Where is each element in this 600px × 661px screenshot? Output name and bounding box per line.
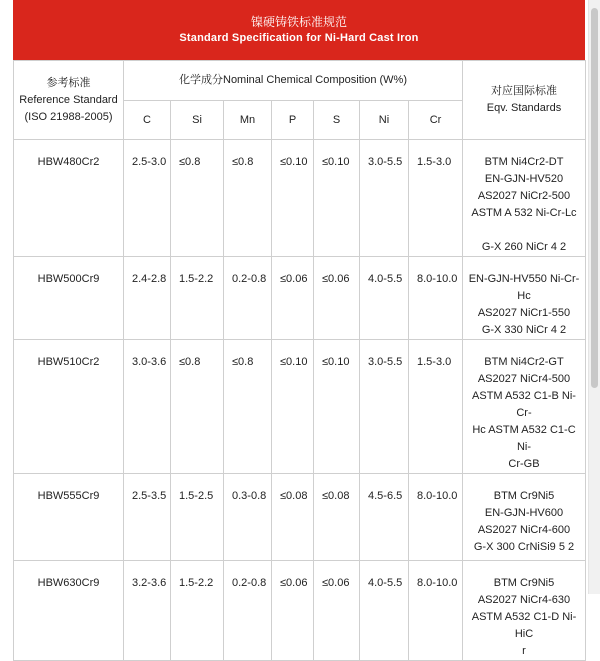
standard-line: G-X 260 NiCr 4 2 — [481, 241, 567, 253]
spec-table — [13, 60, 586, 661]
value-p: ≤0.10 — [272, 340, 314, 474]
standard-line: G-X 330 NiCr 4 2 — [481, 324, 567, 336]
value-s: ≤0.06 — [314, 257, 360, 340]
standard-line: ASTM A532 C1-B Ni-Cr- — [472, 390, 576, 419]
header-ref-cn: 参考标准 — [46, 76, 91, 89]
standard-line: Cr-GB — [508, 458, 540, 470]
value-cr: 8.0-10.0 — [409, 561, 463, 661]
value-cr: 8.0-10.0 — [409, 474, 463, 561]
grade-cell: HBW555Cr9 — [14, 474, 124, 561]
standard-line: BTM Cr9Ni5 — [493, 490, 555, 502]
standard-line: AS2027 NiCr4-600 — [477, 524, 571, 536]
value-mn: 0.2-0.8 — [224, 561, 272, 661]
value-si: ≤0.8 — [171, 340, 224, 474]
grade-cell: HBW630Cr9 — [14, 561, 124, 661]
value-cr: 8.0-10.0 — [409, 257, 463, 340]
spec-table-container — [13, 0, 585, 657]
table-row — [14, 257, 586, 340]
value-s: ≤0.08 — [314, 474, 360, 561]
value-c: 3.0-3.6 — [124, 340, 171, 474]
value-ni: 4.0-5.5 — [360, 257, 409, 340]
standard-line: EN-GJN-HV550 Ni-Cr-Hc — [468, 273, 580, 302]
header-eqv-cn: 对应国际标准 — [491, 85, 557, 97]
standard-line: AS2027 NiCr2-500 — [477, 190, 571, 202]
eqv-standards-cell — [463, 561, 586, 661]
grade-cell: HBW500Cr9 — [14, 257, 124, 340]
standard-line: ASTM A 532 Ni-Cr-Lc — [471, 207, 577, 219]
standard-line: BTM Ni4Cr2-DT — [484, 156, 564, 168]
value-p: ≤0.10 — [272, 140, 314, 257]
standard-line: AS2027 NiCr1-550 — [477, 307, 571, 319]
value-si: 1.5-2.5 — [171, 474, 224, 561]
header-element-p: P — [272, 101, 314, 140]
vertical-scrollbar[interactable] — [588, 0, 600, 594]
value-c: 2.4-2.8 — [124, 257, 171, 340]
standard-line: Hc ASTM A532 C1-C Ni- — [472, 424, 576, 453]
table-row — [14, 140, 586, 257]
value-p: ≤0.08 — [272, 474, 314, 561]
header-element-ni: Ni — [360, 101, 409, 140]
value-s: ≤0.10 — [314, 140, 360, 257]
value-ni: 3.0-5.5 — [360, 140, 409, 257]
eqv-standards-cell — [463, 257, 586, 340]
header-element-c: C — [124, 101, 171, 140]
header-eqv-standards — [463, 61, 586, 140]
standard-line-blank — [467, 222, 581, 239]
eqv-standards-cell — [463, 474, 586, 561]
value-ni: 4.5-6.5 — [360, 474, 409, 561]
value-cr: 1.5-3.0 — [409, 140, 463, 257]
value-mn: ≤0.8 — [224, 340, 272, 474]
value-s: ≤0.10 — [314, 340, 360, 474]
standard-line: AS2027 NiCr4-500 — [477, 373, 571, 385]
header-element-s: S — [314, 101, 360, 140]
table-row — [14, 474, 586, 561]
value-s: ≤0.06 — [314, 561, 360, 661]
standard-line: G-X 300 CrNiSi9 5 2 — [473, 541, 575, 553]
header-reference-standard — [14, 61, 124, 140]
value-c: 2.5-3.5 — [124, 474, 171, 561]
title-en: Standard Specification for Ni-Hard Cast Iron — [179, 32, 419, 44]
standard-line: AS2027 NiCr4-630 — [477, 594, 571, 606]
value-mn: 0.2-0.8 — [224, 257, 272, 340]
header-chemical-composition: 化学成分Nominal Chemical Composition (W%) — [124, 61, 463, 101]
value-c: 2.5-3.0 — [124, 140, 171, 257]
standard-line: BTM Ni4Cr2-GT — [484, 356, 564, 368]
title-cn: 镍硬铸铁标准规范 — [250, 15, 347, 29]
title-banner — [13, 0, 585, 60]
value-cr: 1.5-3.0 — [409, 340, 463, 474]
standard-line: ASTM A532 C1-D Ni-HiC — [471, 611, 577, 640]
table-row — [14, 561, 586, 661]
table-row — [14, 340, 586, 474]
header-eqv-en: Eqv. Standards — [486, 102, 562, 114]
standard-line: EN-GJN-HV600 — [484, 507, 564, 519]
eqv-standards-cell — [463, 140, 586, 257]
value-si: 1.5-2.2 — [171, 561, 224, 661]
header-element-cr: Cr — [409, 101, 463, 140]
header-element-si: Si — [171, 101, 224, 140]
header-element-mn: Mn — [224, 101, 272, 140]
standard-line: BTM Cr9Ni5 — [493, 577, 555, 589]
value-si: 1.5-2.2 — [171, 257, 224, 340]
standard-line: r — [522, 645, 526, 657]
scrollbar-thumb[interactable] — [591, 8, 598, 388]
value-mn: ≤0.8 — [224, 140, 272, 257]
value-ni: 3.0-5.5 — [360, 340, 409, 474]
value-p: ≤0.06 — [272, 257, 314, 340]
eqv-standards-cell — [463, 340, 586, 474]
grade-cell: HBW480Cr2 — [14, 140, 124, 257]
value-p: ≤0.06 — [272, 561, 314, 661]
header-ref-iso: (ISO 21988-2005) — [24, 110, 113, 123]
value-si: ≤0.8 — [171, 140, 224, 257]
grade-cell: HBW510Cr2 — [14, 340, 124, 474]
value-ni: 4.0-5.5 — [360, 561, 409, 661]
standard-line: EN-GJN-HV520 — [484, 173, 564, 185]
header-ref-en: Reference Standard — [19, 93, 118, 106]
value-mn: 0.3-0.8 — [224, 474, 272, 561]
value-c: 3.2-3.6 — [124, 561, 171, 661]
